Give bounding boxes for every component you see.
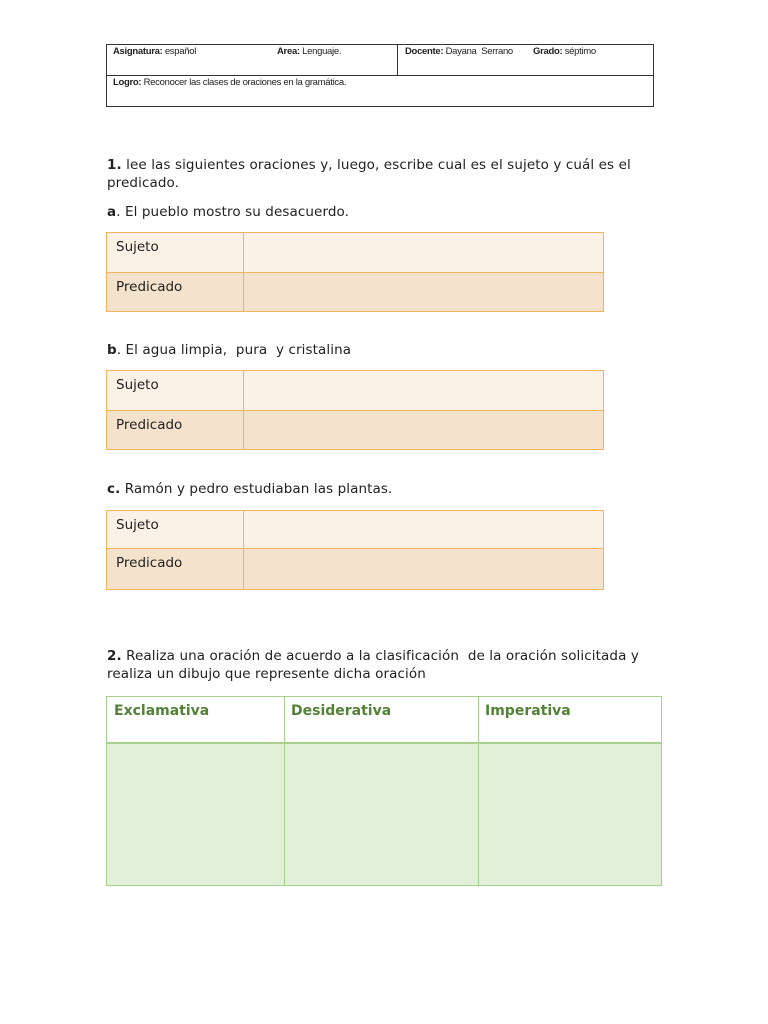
- item-a-table: [106, 232, 604, 312]
- sujeto-label: Sujeto: [107, 511, 244, 548]
- imperativa-answer-cell[interactable]: [479, 744, 661, 885]
- exclamativa-answer-cell[interactable]: [107, 744, 284, 885]
- question-2-prompt: [107, 647, 647, 683]
- classification-table: [106, 696, 662, 886]
- predicado-answer-cell[interactable]: [244, 549, 603, 589]
- item-a-sentence: a. El pueblo mostro su desacuerdo.: [107, 204, 350, 220]
- header-divider: [397, 45, 398, 76]
- sujeto-row: [107, 233, 603, 273]
- predicado-row: [107, 549, 603, 589]
- item-b-sentence: b. El agua limpia, pura y cristalina: [107, 342, 352, 358]
- predicado-row: [107, 411, 603, 449]
- grado-field: Grado: séptimo: [533, 46, 596, 57]
- column-header-exclamativa: Exclamativa: [114, 703, 210, 719]
- desiderativa-answer-cell[interactable]: [285, 744, 478, 885]
- sujeto-answer-cell[interactable]: [244, 511, 603, 548]
- sujeto-row: [107, 511, 603, 549]
- item-c-table: [106, 510, 604, 590]
- question-1-prompt: [107, 156, 647, 192]
- sujeto-answer-cell[interactable]: [244, 371, 603, 410]
- area-field: Area: Lenguaje.: [277, 46, 342, 57]
- sujeto-answer-cell[interactable]: [244, 233, 603, 272]
- predicado-label: Predicado: [107, 273, 244, 311]
- column-divider: [284, 697, 285, 885]
- item-c-sentence: c. Ramón y pedro estudiaban las plantas.: [107, 481, 393, 497]
- predicado-label: Predicado: [107, 549, 244, 589]
- asignatura-field: Asignatura: español: [113, 46, 197, 57]
- predicado-answer-cell[interactable]: [244, 273, 603, 311]
- sujeto-label: Sujeto: [107, 371, 244, 410]
- question-1-line2: predicado.: [107, 175, 180, 191]
- predicado-answer-cell[interactable]: [244, 411, 603, 449]
- classification-header-row: [107, 697, 661, 744]
- question-1-line1: 1. lee las siguientes oraciones y, luego, escribe cual es el sujeto y cuál es el: [107, 157, 631, 173]
- item-b-table: [106, 370, 604, 450]
- logro-field: Logro: Reconocer las clases de oraciones en la gramática.: [113, 77, 347, 88]
- column-header-imperativa: Imperativa: [485, 703, 571, 719]
- header-row-info: [107, 45, 653, 76]
- question-2-line2: realiza un dibujo que represente dicha oración: [107, 666, 426, 682]
- column-divider: [478, 697, 479, 885]
- docente-field: Docente: Dayana Serrano: [405, 46, 513, 57]
- sujeto-label: Sujeto: [107, 233, 244, 272]
- predicado-label: Predicado: [107, 411, 244, 449]
- header-table: [106, 44, 654, 107]
- column-header-desiderativa: Desiderativa: [291, 703, 392, 719]
- predicado-row: [107, 273, 603, 311]
- classification-answer-row: [107, 744, 661, 885]
- question-2-line1: 2. Realiza una oración de acuerdo a la clasificación de la oración solicitada y: [107, 648, 639, 664]
- sujeto-row: [107, 371, 603, 411]
